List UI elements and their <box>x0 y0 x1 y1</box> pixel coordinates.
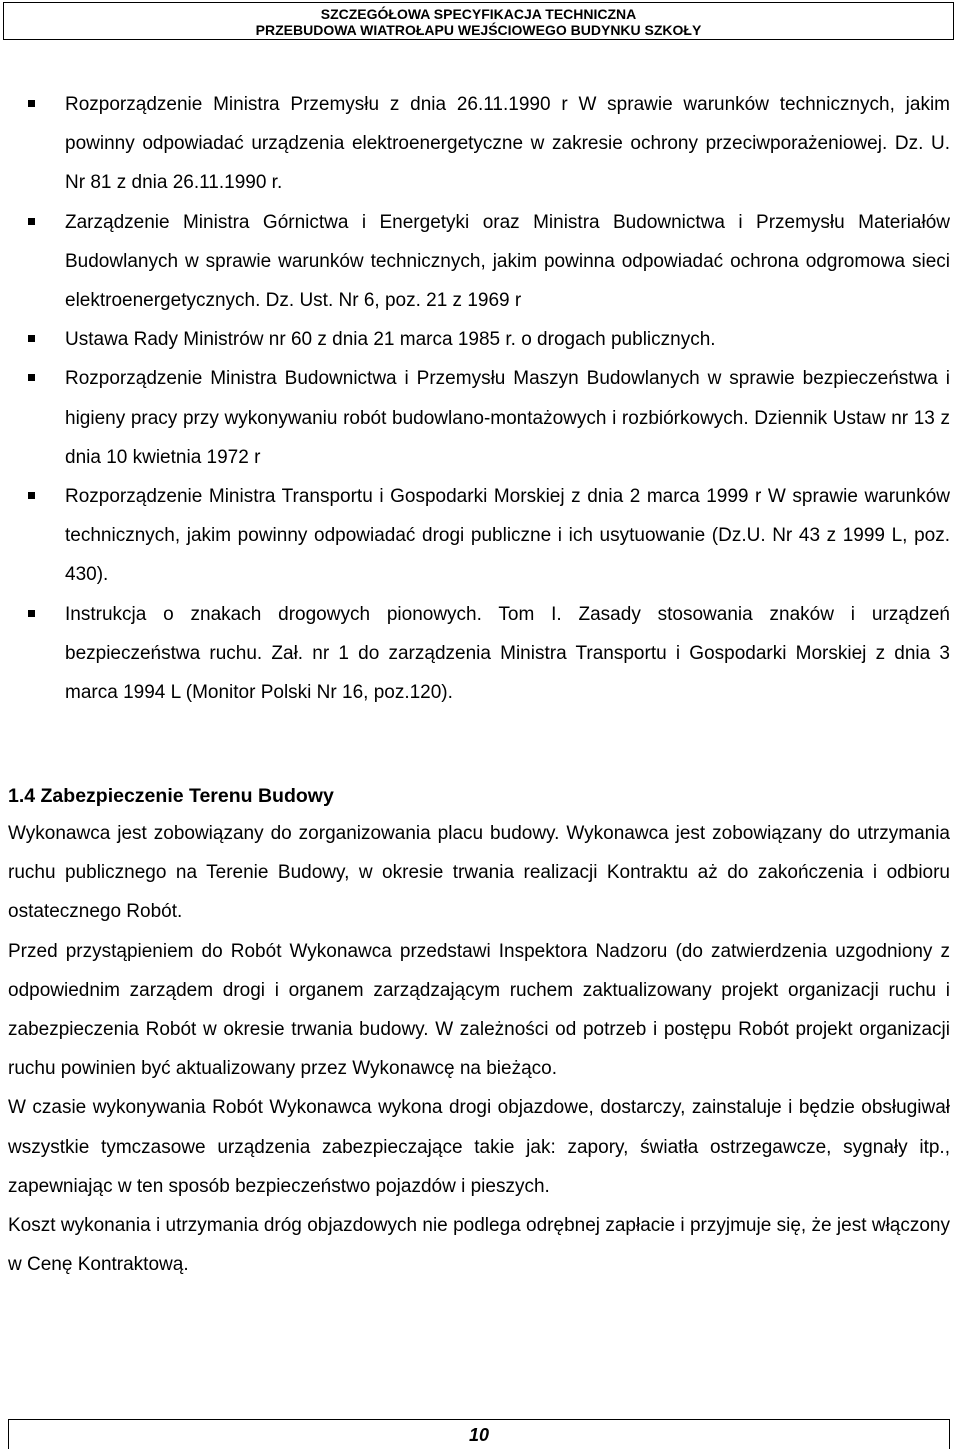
section-heading: 1.4 Zabezpieczenie Terenu Budowy <box>8 785 334 807</box>
header-title-line2: PRZEBUDOWA WIATROŁAPU WEJŚCIOWEGO BUDYNKU SZKOŁY <box>255 22 702 38</box>
list-item-text: Rozporządzenie Ministra Budownictwa i Przemysłu Maszyn Budowlanych w sprawie bezpieczeństwa i higieny pracy przy wykonywaniu robót budowlano-montażowych i rozbiórkowych. Dziennik Ustaw nr 13 z dnia 10 kwietnia 1972 r <box>65 368 950 468</box>
list-item <box>0 85 960 203</box>
list-item-text: Instrukcja o znakach drogowych pionowych. Tom I. Zasady stosowania znaków i urządzeń bezpieczeństwa ruchu. Zał. nr 1 do zarządzenia Ministra Transportu i Gospodarki Morskiej z dnia 3 marca 1994 L (Monitor Polski Nr 16, poz.120). <box>65 603 950 704</box>
list-item <box>0 595 960 713</box>
section-paragraph: Przed przystąpieniem do Robót Wykonawca przedstawi Inspektora Nadzoru (do zatwierdzenia uzgodniony z odpowiednim zarządem drogi i organem zarządzającym ruchem zaktualizowany projekt organizacji ruchu i zabezpieczenia Robót w okresie trwania budowy. W zależności od potrzeb i postępu Robót projekt organizacji ruchu powinien być aktualizowany przez Wykonawcę na bieżąco. <box>8 940 950 1080</box>
list-item <box>0 203 960 321</box>
section-paragraph: Koszt wykonania i utrzymania dróg objazdowych nie podlega odrębnej zapłacie i przyjmuje się, że jest włączony w Cenę Kontraktową. <box>8 1215 950 1276</box>
header-title-line1: SZCZEGÓŁOWA SPECYFIKACJA TECHNICZNA <box>320 6 637 22</box>
square-bullet-icon <box>28 218 35 225</box>
list-item-text: Ustawa Rady Ministrów nr 60 z dnia 21 marca 1985 r. o drogach publicznych. <box>65 329 716 351</box>
square-bullet-icon <box>28 374 35 381</box>
list-item <box>0 359 960 477</box>
list-item <box>0 477 960 595</box>
square-bullet-icon <box>28 335 35 342</box>
list-item <box>0 320 960 359</box>
page-number-box <box>8 1420 950 1449</box>
square-bullet-icon <box>28 100 35 107</box>
section-paragraph: Wykonawca jest zobowiązany do zorganizowania placu budowy. Wykonawca jest zobowiązany do utrzymania ruchu publicznego na Terenie Budowy, w okresie trwania realizacji Kontraktu aż do zakończenia i odbioru ostatecznego Robót. <box>8 823 950 923</box>
list-item-text: Rozporządzenie Ministra Przemysłu z dnia 26.11.1990 r W sprawie warunków technicznych, jakim powinny odpowiadać urządzenia elektroenergetyczne w zakresie ochrony przeciwporażeniowej. Dz. U. Nr 81 z dnia 26.11.1990 r. <box>65 94 950 194</box>
square-bullet-icon <box>28 492 35 499</box>
section-site-security <box>8 778 950 1284</box>
list-item-text: Rozporządzenie Ministra Transportu i Gospodarki Morskiej z dnia 2 marca 1999 r W sprawie warunków technicznych, jakim powinny odpowiadać drogi publiczne i ich usytuowanie (Dz.U. Nr 43 z 1999 L, poz. 430). <box>65 486 950 586</box>
page-header <box>3 2 954 40</box>
regulations-list <box>0 85 960 712</box>
page-number: 10 <box>468 1425 490 1445</box>
square-bullet-icon <box>28 610 35 617</box>
section-paragraph: W czasie wykonywania Robót Wykonawca wykona drogi objazdowe, dostarczy, zainstaluje i będzie obsługiwał wszystkie tymczasowe urządzenia zabezpieczające takie jak: zapory, światła ostrzegawcze, sygnały itp., zapewniając w ten sposób bezpieczeństwo pojazdów i pieszych. <box>8 1097 950 1197</box>
list-item-text: Zarządzenie Ministra Górnictwa i Energetyki oraz Ministra Budownictwa i Przemysłu Materiałów Budowlanych w sprawie warunków technicznych, jakim powinna odpowiadać ochrona odgromowa sieci elektroenergetycznych. Dz. Ust. Nr 6, poz. 21 z 1969 r <box>65 211 950 312</box>
page-footer <box>8 1419 950 1449</box>
